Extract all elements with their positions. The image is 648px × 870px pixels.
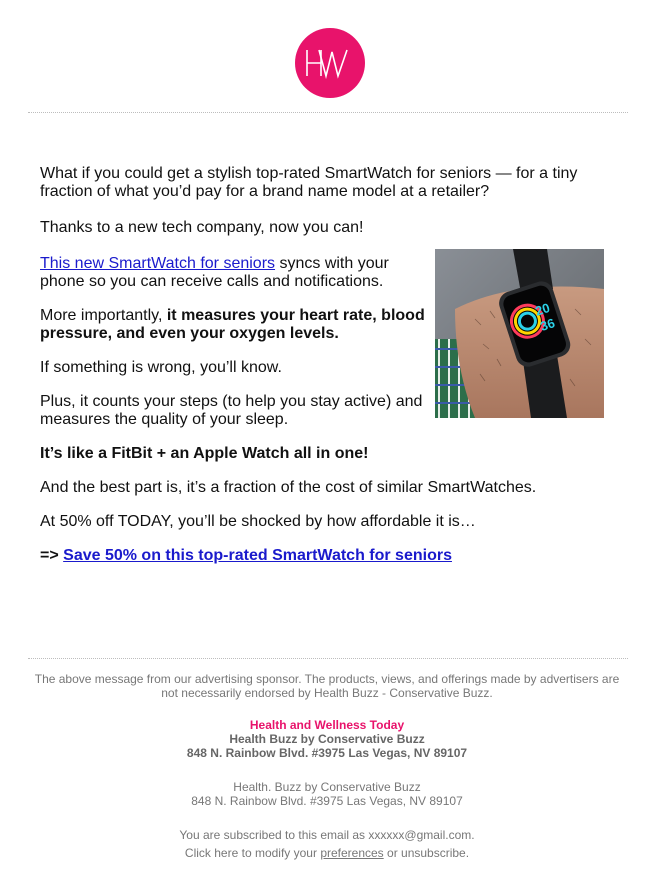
save-50-link[interactable]: Save 50% on this top-rated SmartWatch for seniors: [63, 547, 452, 564]
watch-minute: 36: [538, 315, 557, 334]
company-block: [30, 780, 624, 808]
modify-line: [30, 846, 624, 860]
wrong-paragraph: If something is wrong, you’ll know.: [40, 359, 282, 376]
company-address: 848 N. Rainbow Blvd. #3975 Las Vegas, NV 89107: [191, 794, 463, 808]
hw-logo-mark: [295, 28, 365, 98]
subscribed-text: You are subscribed to this email as xxxxxx@gmail.com.: [179, 828, 475, 842]
thanks-paragraph: Thanks to a new tech company, now you can!: [40, 219, 364, 236]
cta-arrow: =>: [40, 547, 59, 564]
fifty-off-paragraph: At 50% off TODAY, you’ll be shocked by how affordable it is…: [40, 513, 476, 530]
modify-tail: or unsubscribe.: [383, 846, 470, 860]
smartwatch-photo: [435, 249, 604, 418]
disclaimer-text: The above message from our advertising sponsor. The products, views, and offerings made by advertisers are not necessarily endorsed by Health Buzz - Conservative Buzz.: [34, 672, 620, 700]
brand-block: [30, 718, 624, 760]
watch-hour: 20: [533, 300, 552, 319]
fitbit-paragraph: [40, 445, 600, 463]
modify-lead: Click here to modify your: [184, 846, 321, 860]
smartwatch-link[interactable]: This new SmartWatch for seniors: [40, 255, 276, 272]
cta-paragraph: [40, 547, 600, 565]
hw-logo[interactable]: [295, 28, 365, 98]
brand-title: Health and Wellness Today: [249, 718, 405, 732]
importantly-paragraph: [40, 307, 425, 343]
syncs-text: syncs with your phone so you can receive calls and notifications.: [40, 255, 389, 290]
brand-name: Health Buzz by Conservative Buzz: [229, 732, 425, 746]
steps-paragraph: Plus, it counts your steps (to help you stay active) and measures the quality of your sleep.: [40, 393, 423, 428]
intro-paragraph: What if you could get a stylish top-rated SmartWatch for seniors — for a tiny fraction of what you’d pay for a brand name model at a retailer?: [40, 165, 578, 200]
brand-address: 848 N. Rainbow Blvd. #3975 Las Vegas, NV 89107: [186, 746, 468, 760]
smartwatch-image[interactable]: [435, 249, 604, 418]
importantly-bold: it measures your heart rate, blood pressure, and even your oxygen levels.: [40, 307, 425, 342]
footer-divider: [28, 658, 628, 659]
preferences-link[interactable]: preferences: [320, 846, 384, 860]
syncs-paragraph: [40, 255, 425, 291]
fitbit-bold: It’s like a FitBit + an Apple Watch all in one!: [40, 445, 369, 462]
subscription-block: [30, 828, 624, 860]
header-divider: [28, 112, 628, 113]
svg-text:HW: HW: [329, 68, 331, 69]
best-part-paragraph: And the best part is, it’s a fraction of the cost of similar SmartWatches.: [40, 479, 537, 496]
company-name: Health. Buzz by Conservative Buzz: [233, 780, 421, 794]
importantly-lead: More importantly,: [40, 307, 167, 324]
